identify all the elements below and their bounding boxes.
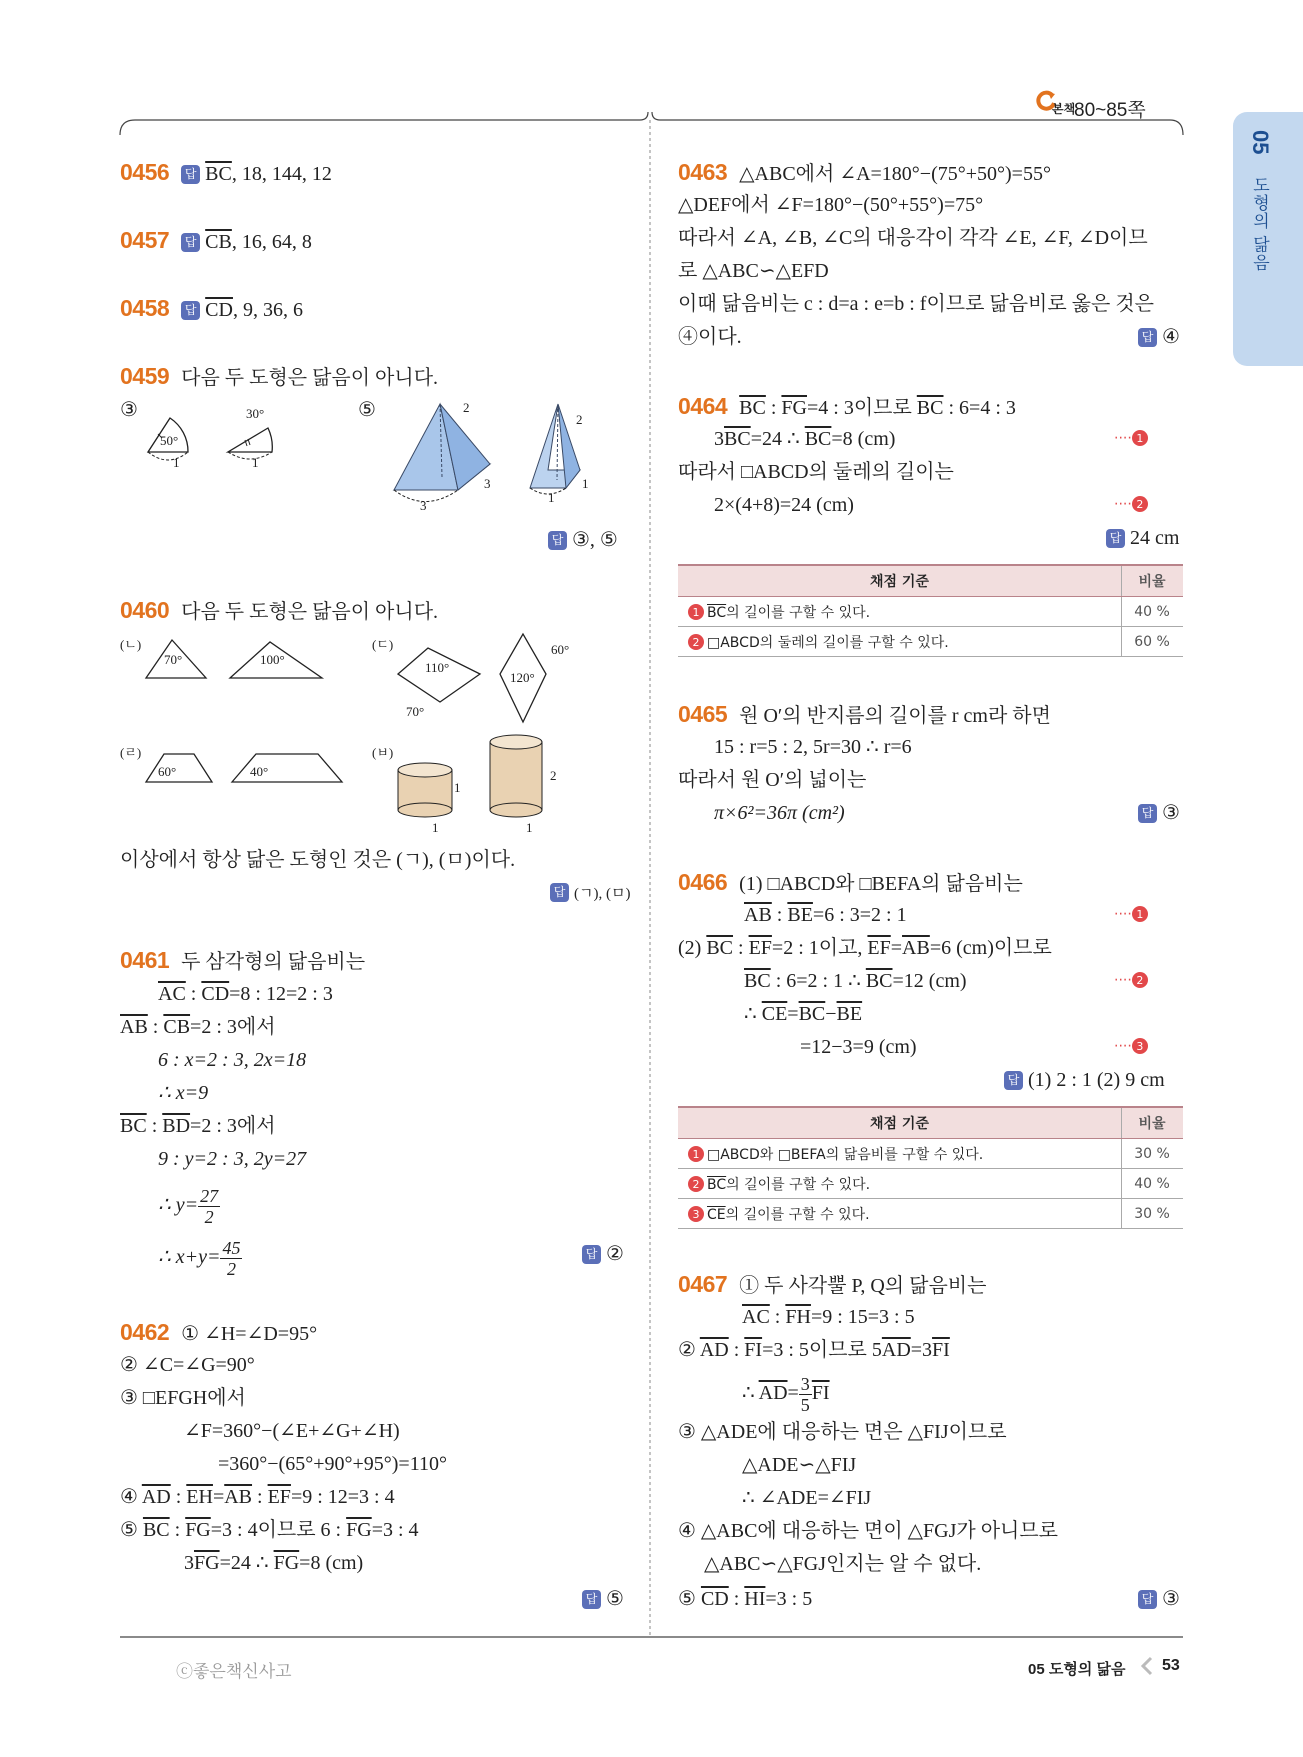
- step-marker-2: ···· 2: [1114, 496, 1151, 513]
- problem-0456: 0456 답 $\overline{BC}$, 18, 144, 12: [120, 159, 332, 185]
- cyl1-height: 1: [454, 780, 461, 795]
- angle-30: 30°: [246, 406, 265, 421]
- problem-0467: 0467 ① 두 사각뿔 P, Q의 닮음비는: [678, 1271, 987, 1297]
- side-1a: 1: [173, 455, 180, 470]
- answer-0459: 답 ③, ⑤: [548, 526, 618, 554]
- problem-0463: 0463 △ABC에서 ∠A=180°−(75°+50°)=55°: [678, 159, 1051, 185]
- problem-0460: 0460 다음 두 도형은 닮음이 아니다.: [120, 597, 439, 623]
- answer-badge: 답: [1004, 1071, 1023, 1090]
- pyr2-base-b: 1: [582, 476, 589, 491]
- pyr2-height: 2: [576, 412, 583, 427]
- step-marker-1: ···· 1: [1114, 906, 1151, 923]
- answer-badge: 답: [1106, 529, 1125, 548]
- side-1b: 1: [252, 455, 259, 470]
- pyr1-base-a: 3: [420, 498, 427, 513]
- footer-chapter: 05 도형의 닮음: [1028, 1661, 1126, 1678]
- chapter-number: 05: [1248, 130, 1273, 155]
- answer-0465: 답 ③: [1138, 799, 1180, 827]
- label-b: (ㅂ): [372, 745, 394, 760]
- answer-0461: 답 ②: [582, 1240, 624, 1268]
- problem-0462: 0462 ① ∠H=∠D=95°: [120, 1319, 318, 1345]
- problem-0457: 0457 답 $\overline{CB}$, 16, 64, 8: [120, 227, 312, 253]
- answer-badge: 답: [1138, 1590, 1157, 1609]
- conclusion-0460: 이상에서 항상 닮은 도형인 것은 (ㄱ), (ㅁ)이다.: [120, 849, 516, 871]
- answer-badge: 답: [181, 233, 200, 252]
- angle-60: 60°: [551, 642, 570, 657]
- step-marker-2: ···· 2: [1114, 972, 1151, 989]
- chapter-side-tab[interactable]: [1233, 112, 1303, 366]
- page-number: 53: [1162, 1657, 1180, 1674]
- answer-badge: 답: [582, 1245, 601, 1264]
- page-range: 80~85쪽: [1074, 100, 1146, 121]
- answer-0462: 답 ⑤: [582, 1585, 624, 1613]
- angle-120: 120°: [510, 670, 535, 685]
- angle-60b: 60°: [158, 764, 177, 779]
- answer-badge: 답: [582, 1590, 601, 1609]
- answer-badge: 답: [1138, 328, 1157, 347]
- problem-0465: 0465 원 O′의 반지름의 길이를 r cm라 하면: [678, 701, 1051, 727]
- answer-0463: 답 ④: [1138, 323, 1180, 351]
- grading-table-0466: 채점 기준 비율 1 □ABCD와 □BEFA의 닮음비를 구할 수 있다. 30 % 2 $\overline{BC}$의 길이를 구할 수 있다. 40 % 3 $\overline{CE}$의 길이를 구할 수 있다. 30 %: [678, 1106, 1183, 1229]
- answer-0460: 답 (ㄱ), (ㅁ): [550, 880, 630, 908]
- problem-0461: 0461 두 삼각형의 닮음비는: [120, 947, 366, 973]
- problem-0459: 0459 다음 두 도형은 닮음이 아니다.: [120, 363, 439, 389]
- pyr2-base-a: 1: [548, 490, 555, 505]
- angle-70b: 70°: [406, 704, 425, 719]
- chapter-title: 도형의 닮음: [1250, 176, 1269, 272]
- answer-badge: 답: [1138, 804, 1157, 823]
- chevron-left-icon: [1140, 1656, 1154, 1681]
- label-d: (ㄷ): [372, 637, 394, 652]
- grading-table-0464: 채점 기준 비율 1 $\overline{BC}$의 길이를 구할 수 있다. 40 % 2 □ABCD의 둘레의 길이를 구할 수 있다. 60 %: [678, 564, 1183, 657]
- cyl2-height: 2: [550, 768, 557, 783]
- cyl2-radius: 1: [526, 820, 533, 835]
- answer-0464: 답 24 cm: [1106, 524, 1179, 552]
- answer-badge: 답: [181, 301, 200, 320]
- shape-figures: [140, 630, 580, 840]
- angle-50: 50°: [160, 433, 179, 448]
- pyr1-height: 2: [463, 400, 470, 415]
- step-marker-3: ···· 3: [1114, 1038, 1151, 1055]
- answer-badge: 답: [548, 531, 567, 550]
- fig-label-5: ⑤: [358, 399, 376, 421]
- problem-0458: 0458 답 $\overline{CD}$, 9, 36, 6: [120, 295, 303, 321]
- label-r: (ㄹ): [120, 745, 142, 760]
- angle-100: 100°: [260, 652, 285, 667]
- label-n: (ㄴ): [120, 637, 142, 652]
- answer-0466: 답 (1) 2 : 1 (2) 9 cm: [1004, 1066, 1165, 1094]
- angle-40: 40°: [250, 764, 269, 779]
- answer-badge: 답: [181, 165, 200, 184]
- cyl1-radius: 1: [432, 820, 439, 835]
- answer-0467: 답 ③: [1138, 1585, 1180, 1613]
- problem-0466: 0466 (1) □ABCD와 □BEFA의 닮음비는: [678, 869, 1023, 895]
- angle-110: 110°: [425, 660, 450, 675]
- problem-0464: 0464 $\overline{BC}$ : $\overline{FG}=4$ : 3이므로 $\overline{BC}$ : 6=4 : 3: [678, 393, 1016, 419]
- answer-badge: 답: [550, 883, 569, 902]
- step-marker-1: ···· 1: [1114, 430, 1151, 447]
- pyr1-base-b: 3: [484, 476, 491, 491]
- publisher: ⓒ좋은책신사고: [176, 1662, 292, 1681]
- book-label: 본책: [1052, 102, 1076, 116]
- fig-label-3: ③: [120, 399, 138, 421]
- angle-70: 70°: [164, 652, 183, 667]
